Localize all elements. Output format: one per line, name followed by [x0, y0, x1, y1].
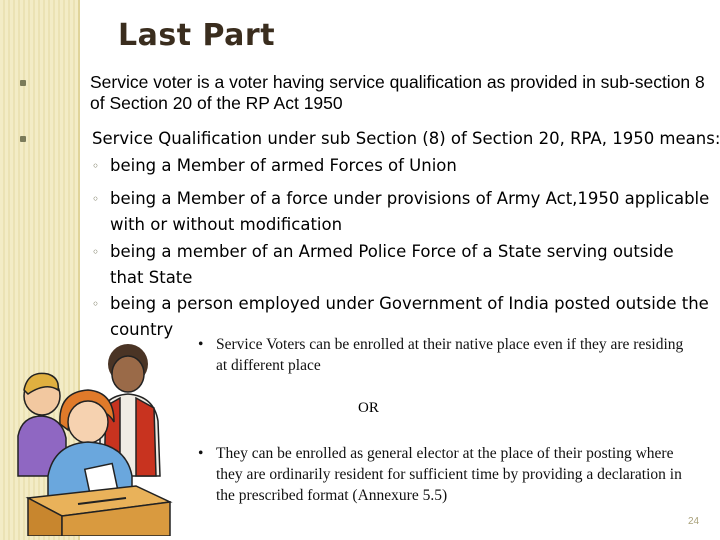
ring-bullet-icon: ◦	[92, 297, 100, 311]
note-general-elector	[198, 443, 698, 506]
note-native-place	[198, 334, 688, 376]
bullet-dot-icon: •	[198, 336, 204, 353]
sub-bullet-army-act	[92, 186, 712, 238]
page-number: 24	[688, 516, 700, 527]
ring-bullet-icon: ◦	[92, 245, 100, 259]
sub-bullet-armed-forces	[92, 153, 712, 179]
sub-bullet-text: being a member of an Armed Police Force of a State serving outside that State	[110, 242, 674, 287]
note-text: Service Voters can be enrolled at their native place even if they are residing at different place	[216, 336, 684, 374]
or-separator: OR	[358, 400, 379, 416]
bullet-service-voter	[20, 72, 710, 114]
bullet-text: Service voter is a voter having service qualification as provided in sub-section 8 of Section 20 of the RP Act 1950	[90, 72, 705, 113]
bullet-square-icon	[20, 136, 26, 142]
slide-title: Last Part	[118, 18, 276, 53]
sub-bullet-text: being a person employed under Government of India posted outside the country	[110, 294, 709, 339]
bullet-service-qualification	[20, 128, 720, 149]
bullet-square-icon	[20, 80, 26, 86]
sub-bullet-armed-police	[92, 239, 712, 291]
bullet-dot-icon: •	[198, 445, 204, 462]
ring-bullet-icon: ◦	[92, 192, 100, 206]
sub-bullet-text: being a Member of armed Forces of Union	[110, 156, 457, 175]
sub-bullet-text: being a Member of a force under provisions of Army Act,1950 applicable with or without modification	[110, 189, 710, 234]
ring-bullet-icon: ◦	[92, 159, 100, 173]
children-voting-ballot-box-icon	[8, 326, 183, 536]
bullet-text: Service Qualification under sub Section (8) of Section 20, RPA, 1950 means:	[92, 129, 720, 148]
note-text: They can be enrolled as general elector at the place of their posting where they are ordinarily resident for sufficient time by providing a declaration in the prescribed format (Annexure 5.5)	[216, 445, 682, 504]
